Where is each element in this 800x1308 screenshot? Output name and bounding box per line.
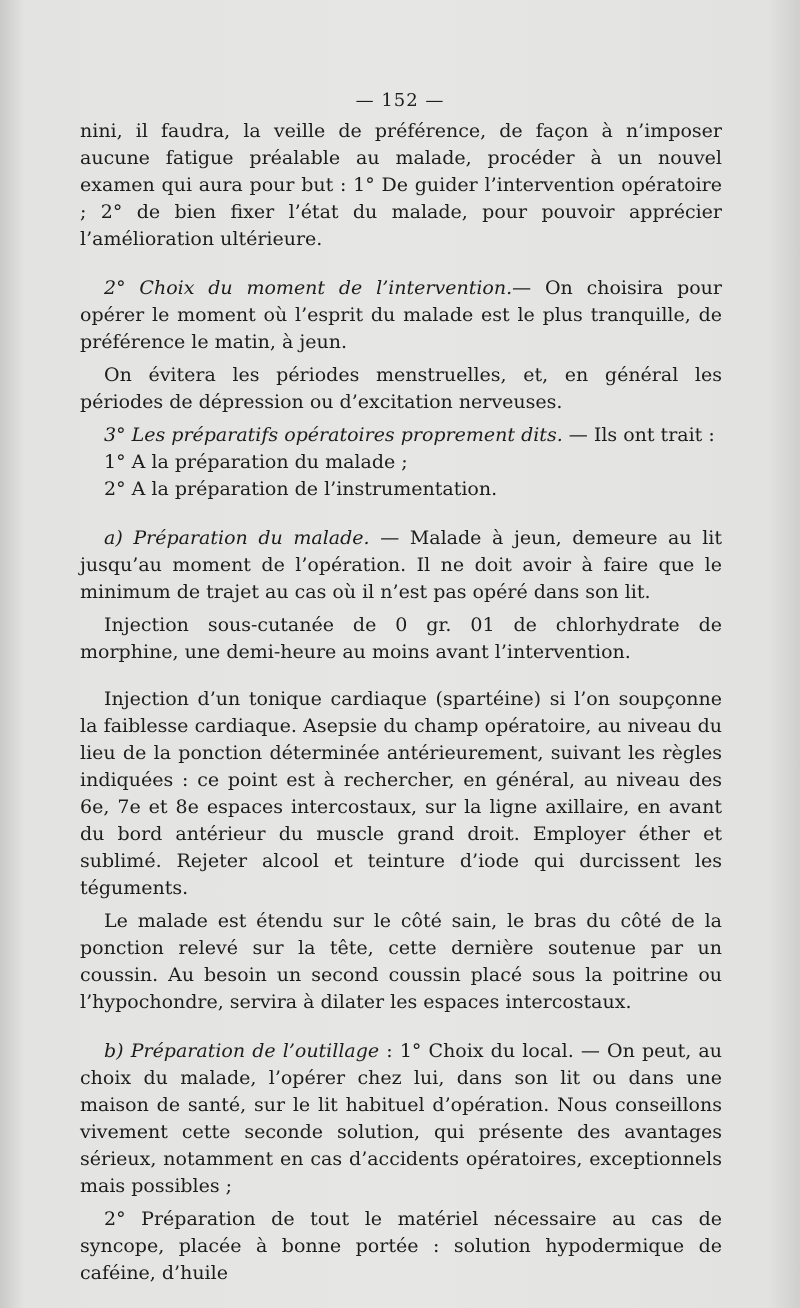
paragraph-1-text: nini, il faudra, la veille de préférence, de façon à n’imposer aucune fatigue préalable au malade, procéder à un nouvel examen qui aura pour but : 1° De guider l’intervention opératoire ; 2° de bien fixer l’état du malade, pour pouvoir apprécier l’amélioration ultérieure. <box>80 120 722 250</box>
paragraph-2 <box>80 275 722 356</box>
paragraph-10 <box>80 908 722 1016</box>
paragraph-11 <box>80 1038 722 1200</box>
page-body <box>80 118 722 1287</box>
paragraph-3-text: On évitera les périodes menstruelles, et, en général les périodes de dépression ou d’excitation nerveuses. <box>80 364 722 413</box>
section-heading-preparatifs: 3° Les préparatifs opératoires proprement dits. <box>104 424 563 446</box>
paragraph-6-text: 2° A la préparation de l’instrumentation. <box>104 478 498 500</box>
section-heading-choix: 2° Choix du moment de l’intervention. <box>104 277 513 299</box>
paragraph-12-text: 2° Préparation de tout le matériel nécessaire au cas de syncope, placée à bonne portée : solution hypodermique de caféine, d’huile <box>80 1208 722 1284</box>
paragraph-4 <box>80 422 722 449</box>
paragraph-5 <box>80 449 722 476</box>
paragraph-6 <box>80 476 722 503</box>
paragraph-11-text: : 1° Choix du local. — On peut, au choix du malade, l’opérer chez lui, dans son lit ou dans une maison de santé, sur le lit habituel d’opération. Nous conseillons vivement cette seconde solution, qui présente des avantages sérieux, notamment en cas d’accidents opératoires, exceptionnels mais possibles ; <box>80 1040 722 1197</box>
paragraph-2-text: — On choisira pour opérer le moment où l’esprit du malade est le plus tranquille, de préférence le matin, à jeun. <box>80 277 722 353</box>
paragraph-5-text: 1° A la préparation du malade ; <box>104 451 408 473</box>
paragraph-7 <box>80 525 722 606</box>
paragraph-9 <box>80 686 722 902</box>
paragraph-3 <box>80 362 722 416</box>
paragraph-7-text: — Malade à jeun, demeure au lit jusqu’au moment de l’opération. Il ne doit avoir à faire que le minimum de trajet au cas où il n’est pas opéré dans son lit. <box>80 527 723 603</box>
section-heading-outillage: b) Préparation de l’outillage <box>104 1040 380 1062</box>
paragraph-1 <box>80 118 722 253</box>
paragraph-9-text: Injection d’un tonique cardiaque (spartéine) si l’on soupçonne la faiblesse cardiaque. Asepsie du champ opératoire, au niveau du lieu de la ponction déterminée antérieurement, suivant les règles indiquées : ce point est à rechercher, en général, au niveau des 6e, 7e et 8e espaces intercostaux, sur la ligne axillaire, en avant du bord antérieur du muscle grand droit. Employer éther et sublimé. Rejeter alcool et teinture d’iode qui durcissent les téguments. <box>80 688 722 899</box>
paragraph-10-text: Le malade est étendu sur le côté sain, le bras du côté de la ponction relevé sur la tête, cette dernière soutenue par un coussin. Au besoin un second coussin placé sous la poitrine ou l’hypochondre, servira à dilater les espaces intercostaux. <box>80 910 722 1013</box>
section-heading-malade: a) Préparation du malade. <box>104 527 370 549</box>
paragraph-8 <box>80 612 722 666</box>
paragraph-8-text: Injection sous-cutanée de 0 gr. 01 de chlorhydrate de morphine, une demi-heure au moins avant l’intervention. <box>80 614 722 663</box>
page-number: — 152 — <box>355 90 445 111</box>
paragraph-4-text: — Ils ont trait : <box>568 424 715 446</box>
paragraph-12 <box>80 1206 722 1287</box>
